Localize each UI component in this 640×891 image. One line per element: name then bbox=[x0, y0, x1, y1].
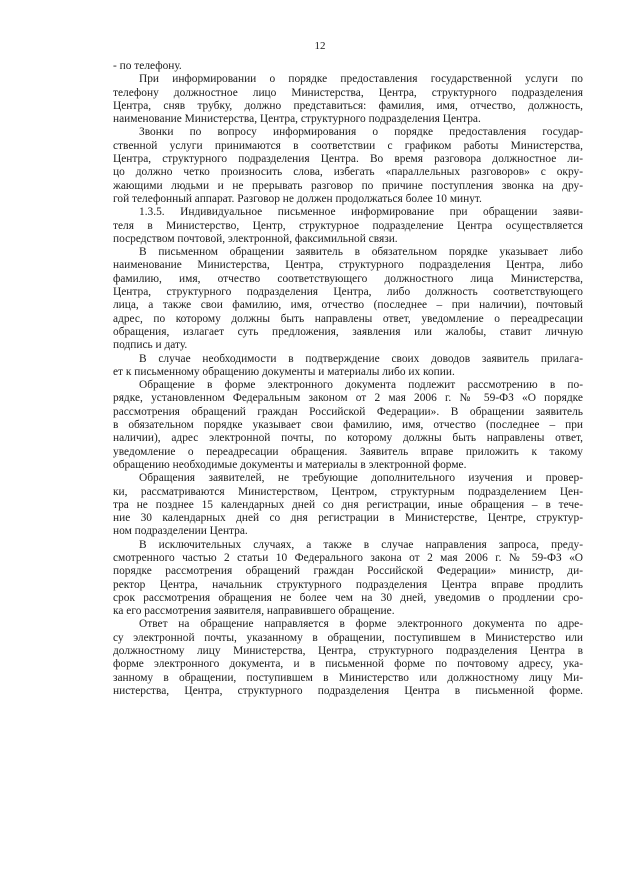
text-line: обращению необходимые документы и материалы в электронной форме. bbox=[113, 458, 467, 471]
text-line: должностному лицу Министерства, Центра, структурного подразделения Центра в bbox=[113, 645, 583, 658]
text-line: Центра, сняв трубку, должно представиться: фамилия, имя, отчество, должность, bbox=[113, 99, 583, 112]
text-line: порядке рассмотрения обращений граждан Российской Федерации» министр, ди- bbox=[113, 565, 583, 578]
text-line: ка его рассмотрения заявителя, направившего обращение. bbox=[113, 605, 395, 618]
text-line: - по телефону. bbox=[113, 60, 182, 72]
text-line: лица, а также свои фамилию, имя, отчество (последнее – при наличии), почтовый bbox=[113, 299, 583, 312]
document-body bbox=[113, 60, 583, 698]
text-line: В случае необходимости в подтверждение своих доводов заявитель прилага- bbox=[139, 352, 583, 365]
text-line: Звонки по вопросу информирования о порядке предоставления государ- bbox=[139, 126, 583, 139]
text-line: адрес, по которому должны быть направлены ответ, уведомление о переадресации bbox=[113, 312, 583, 325]
text-line: Обращения заявителей, не требующие дополнительного изучения и провер- bbox=[139, 472, 583, 485]
text-line: смотренного частью 2 статьи 10 Федерального закона от 2 мая 2006 г. № 59-ФЗ «О bbox=[113, 551, 583, 564]
text-line: в обязательном порядке указывает свои фамилию, имя, отчество (последнее – при bbox=[113, 419, 583, 432]
text-line: обращения, излагает суть предложения, заявления или жалобы, ставит личную bbox=[113, 325, 583, 338]
page-number: 12 bbox=[314, 40, 326, 52]
text-line: рядке, установленном Федеральным законом от 2 мая 2006 г. № 59-ФЗ «О порядке bbox=[113, 392, 583, 405]
text-line: подпись и дату. bbox=[113, 339, 188, 352]
text-line: уведомление о переадресации обращения. Заявитель вправе приложить к такому bbox=[113, 445, 583, 458]
text-line: При информировании о порядке предоставления государственной услуги по bbox=[139, 73, 583, 86]
text-line: 1.3.5. Индивидуальное письменное информирование при обращении заяви- bbox=[139, 206, 583, 219]
text-line: срок рассмотрения обращения не более чем на 30 дней, уведомив о продлении сро- bbox=[113, 591, 583, 604]
text-line: посредством почтовой, электронной, факсимильной связи. bbox=[113, 232, 398, 245]
text-line: форме электронного документа, и в письменной форме по почтовому адресу, ука- bbox=[113, 658, 583, 671]
text-line: занному в обращении, поступившем в Министерство или должностному лицу Ми- bbox=[113, 671, 583, 684]
text-line: В письменном обращении заявитель в обязательном порядке указывает либо bbox=[139, 246, 583, 259]
text-line: цо должно четко произносить слова, избегать «параллельных разговоров» с окру- bbox=[113, 166, 583, 179]
text-line: гой телефонный аппарат. Разговор не должен продолжаться более 10 минут. bbox=[113, 192, 482, 205]
text-line: жающими людьми и не прерывать разговор по причине поступления звонка на дру- bbox=[113, 179, 583, 192]
text-line: тра не позднее 15 календарных дней со дня регистрации, иные обращения – в тече- bbox=[113, 498, 583, 511]
text-line: рассмотрения обращений граждан Российской Федерации». В обращении заявитель bbox=[113, 405, 583, 418]
text-line: фамилию, имя, отчество соответствующего должностного лица Министерства, bbox=[113, 272, 583, 285]
text-line: теля в Министерство, Центр, структурное подразделение Центра осуществляется bbox=[113, 219, 583, 232]
text-line: су электронной почты, указанному в обращении, поступившем в Министерство или bbox=[113, 631, 583, 644]
text-line: ректор Центра, начальник структурного подразделения Центра вправе продлить bbox=[113, 578, 583, 591]
text-line: ние 30 календарных дней со дня регистрации в Министерстве, Центре, структур- bbox=[113, 512, 583, 525]
text-line: Ответ на обращение направляется в форме электронного документа по адре- bbox=[139, 618, 583, 631]
text-line: наименование Министерства, Центра, структурного подразделения Центра. bbox=[113, 113, 481, 126]
text-line: Центра, структурного подразделения Центра. Во время разговора должностное ли- bbox=[113, 153, 583, 166]
text-line: ственной услуги принимаются в соответствии с графиком работы Министерства, bbox=[113, 139, 583, 152]
text-line: ет к письменному обращению документы и материалы либо их копии. bbox=[113, 365, 455, 378]
text-line: Центра, структурного подразделения Центра, либо должность соответствующего bbox=[113, 286, 583, 299]
text-line: наличии), адрес электронной почты, по которому должны быть направлены ответ, bbox=[113, 432, 583, 445]
text-line: нистерства, Центра, структурного подразделения Центра в письменной форме. bbox=[113, 684, 583, 697]
text-line: ки, рассматриваются Министерством, Центром, структурным подразделением Цен- bbox=[113, 485, 583, 498]
text-line: ном подразделении Центра. bbox=[113, 525, 248, 538]
text-line: наименование Министерства, Центра, структурного подразделения Центра, либо bbox=[113, 259, 583, 272]
text-line: В исключительных случаях, а также в случае направления запроса, преду- bbox=[139, 538, 583, 551]
text-line: телефону должностное лицо Министерства, Центра, структурного подразделения bbox=[113, 86, 583, 99]
text-line: Обращение в форме электронного документа подлежит рассмотрению в по- bbox=[139, 379, 583, 392]
